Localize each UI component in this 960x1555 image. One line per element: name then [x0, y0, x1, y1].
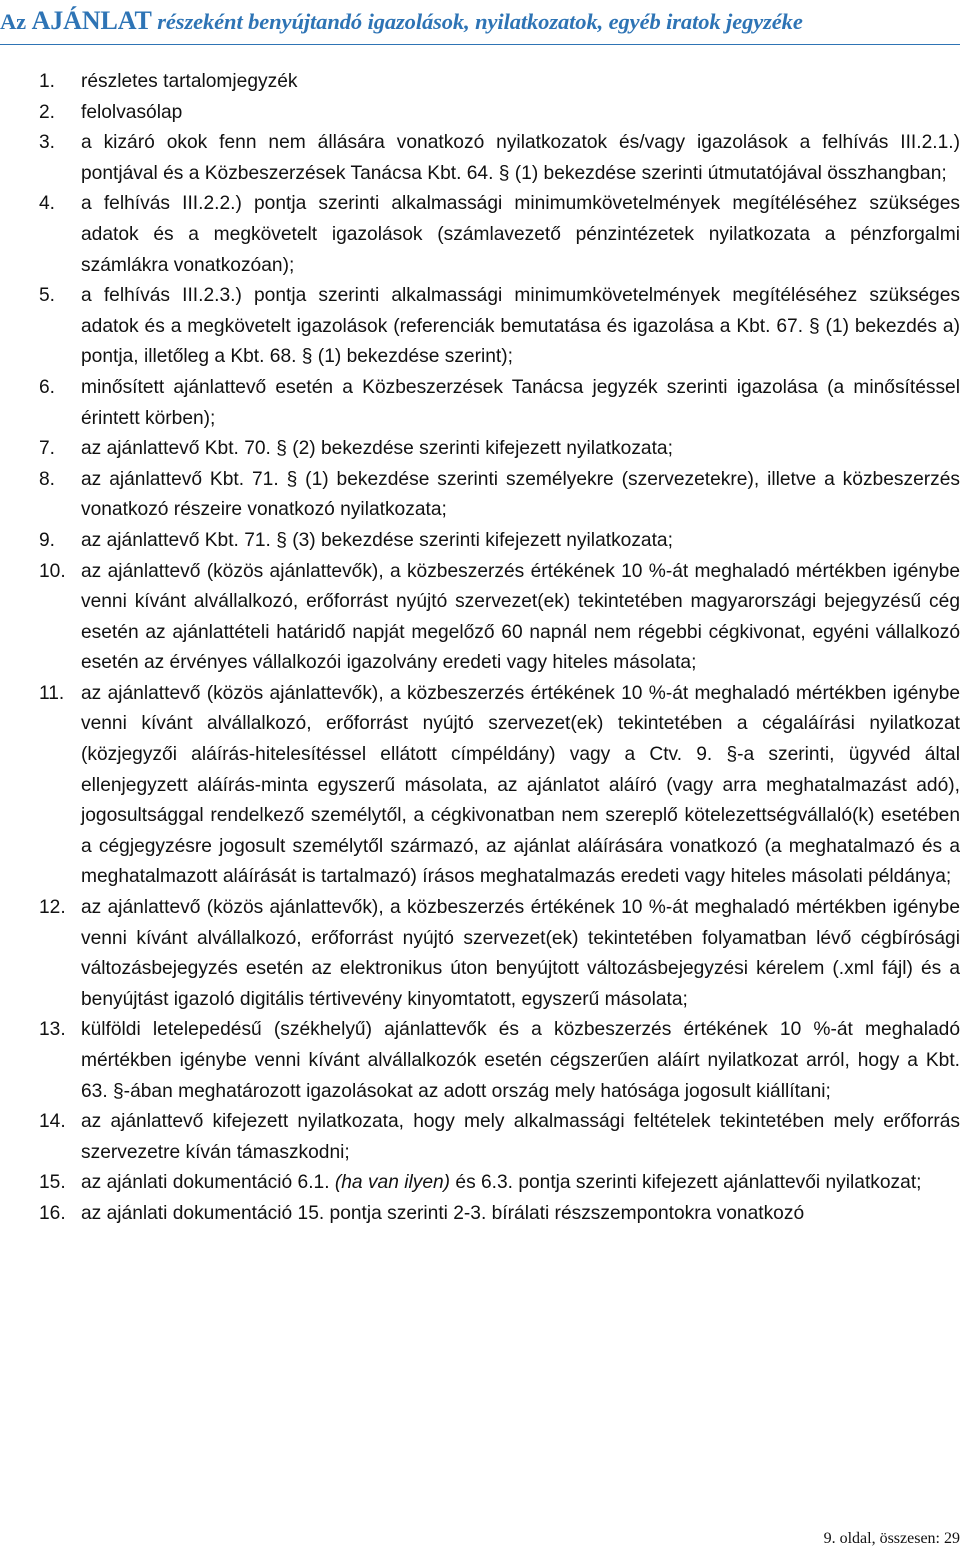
item-number: 16. — [39, 1202, 66, 1224]
item-text: a kizáró okok fenn nem állására vonatkozó nyilatkozatok és/vagy igazolások a felhívás III.2.1.) pontjával és a Közbeszerzések Tanácsa Kbt. 64. § (1) bekezdése szerinti útmutatójával összhangban; — [81, 132, 960, 184]
item-number: 7. — [39, 438, 56, 460]
item-text: minősített ajánlattevő esetén a Közbeszerzések Tanácsa jegyzék szerinti igazolása (a minősítéssel érintett körben); — [81, 376, 960, 429]
item-number: 9. — [39, 529, 56, 551]
list-item — [0, 526, 960, 557]
item-number: 8. — [39, 468, 56, 490]
page-title — [0, 6, 960, 36]
item-number: 15. — [39, 1172, 66, 1194]
list-item — [0, 373, 960, 434]
item-text: az ajánlattevő Kbt. 71. § (3) bekezdése szerinti kifejezett nyilatkozata; — [81, 529, 673, 551]
item-number: 3. — [39, 132, 56, 154]
list-item — [0, 1015, 960, 1107]
list-item — [0, 189, 960, 281]
list-item — [0, 67, 960, 98]
item-text — [81, 1168, 960, 1199]
document-list — [0, 67, 960, 1230]
item-text: az ajánlattevő (közös ajánlattevők), a közbeszerzés értékének 10 %-át meghaladó mértékben igénybe venni kívánt alvállalkozó, erőforrást nyújtó szervezet(ek) tekintetében a cégaláírási nyilatkozat (közjegyzői aláírás-hitelesítéssel ellátott címpéldány) vagy a Ctv. 9. §-a szerinti, ügyvéd által ellenjegyzett aláírás-minta egyszerű másolata, az ajánlatot aláíró (vagy arra meghatalmazást adó), jogosultsággal rendelkező személytől, a cégkivonatban nem szereplő kötelezettségvállaló(k) esetében a cégjegyzésre jogosult személytől származó, az ajánlat aláírására vonatkozó (a meghatalmazó és a meghatalmazott aláírását is tartalmazó) írásos meghatalmazás eredeti vagy hiteles másolati példánya; — [81, 682, 960, 888]
item-number: 5. — [39, 285, 56, 307]
list-item — [0, 434, 960, 465]
title-rest: részeként benyújtandó igazolások, nyilatkozatok, egyéb iratok jegyzéke — [151, 9, 803, 34]
item-number: 11. — [39, 682, 65, 704]
item-number: 12. — [39, 897, 66, 919]
list-item — [0, 1199, 960, 1230]
item-number: 14. — [39, 1111, 66, 1133]
item-text: az ajánlati dokumentáció 15. pontja szerinti 2-3. bírálati részszempontokra vonatkozó — [81, 1202, 805, 1224]
item-text: a felhívás III.2.2.) pontja szerinti alkalmassági minimumkövetelmények megítéléséhez szükséges adatok és a megkövetelt igazolások (számlavezető pénzintézetek nyilatkozata a pénzforgalmi számlákra vonatkozóan); — [81, 193, 960, 276]
item-text: az ajánlattevő (közös ajánlattevők), a közbeszerzés értékének 10 %-át meghaladó mértékben igénybe venni kívánt alvállalkozó, erőforrást nyújtó szervezet(ek) tekintetében folyamatban lévő cégbírósági változásbejegyzés esetén az elektronikus úton benyújtott változásbejegyzési kérelem (.xml fájl) és a benyújtást igazoló digitális tértivevény kinyomtatott, egyszerű másolata; — [81, 897, 960, 1010]
title-ajanlat: AJÁNLAT — [31, 6, 152, 35]
list-item — [0, 893, 960, 1015]
list-item — [0, 557, 960, 679]
item-text: az ajánlattevő Kbt. 71. § (1) bekezdése szerinti személyekre (szervezetekre), illetve a közbeszerzés vonatkozó részeire vonatkozó nyilatkozata; — [81, 468, 960, 521]
list-item — [0, 281, 960, 373]
item-text-before: az ajánlati dokumentáció 6.1. — [81, 1172, 335, 1194]
list-item — [0, 128, 960, 189]
item-number: 2. — [39, 101, 56, 123]
page-footer: 9. oldal, összesen: 29 — [823, 1530, 960, 1547]
item-text: a felhívás III.2.3.) pontja szerinti alkalmassági minimumkövetelmények megítéléséhez szükséges adatok és a megkövetelt igazolások (referenciák bemutatása és igazolása a Kbt. 67. § (1) bekezdés a) pontja, illetőleg a Kbt. 68. § (1) bekezdése szerint); — [81, 285, 960, 368]
list-item — [0, 1168, 960, 1199]
list-item — [0, 465, 960, 526]
item-text: az ajánlattevő (közös ajánlattevők), a közbeszerzés értékének 10 %-át meghaladó mértékben igénybe venni kívánt alvállalkozó, erőforrást nyújtó szervezet(ek) tekintetében magyarországi bejegyzésű cég esetén az ajánlattételi határidő napját megelőző 60 napnál nem régebbi cégkivonat, egyéni vállalkozó esetén az érvényes vállalkozói igazolvány eredeti vagy hiteles másolata; — [81, 560, 960, 674]
title-lead: Az — [0, 9, 32, 34]
item-text-italic: (ha van ilyen) — [334, 1172, 451, 1194]
list-item — [0, 1107, 960, 1168]
item-number: 4. — [39, 193, 56, 215]
item-text: az ajánlattevő Kbt. 70. § (2) bekezdése szerinti kifejezett nyilatkozata; — [81, 438, 673, 460]
item-number: 1. — [39, 71, 56, 92]
list-item — [0, 679, 960, 893]
item-text: felolvasólap — [81, 101, 183, 123]
item-text: külföldi letelepedésű (székhelyű) ajánlattevők és a közbeszerzés értékének 10 %-át meghaladó mértékben igénybe venni kívánt alvállalkozók esetén cégszerűen aláírt nyilatkozat arról, hogy a Kbt. 63. §-ában meghatározott igazolásokat az adott ország mely hatósága jogosult kiállítani; — [81, 1019, 960, 1102]
list-item — [0, 98, 960, 129]
title-underline — [0, 44, 960, 45]
item-text: az ajánlattevő kifejezett nyilatkozata, hogy mely alkalmassági feltételek tekintetében mely erőforrás szervezetre kíván támaszkodni; — [81, 1111, 960, 1163]
item-number: 10. — [39, 560, 66, 582]
item-text: részletes tartalomjegyzék — [81, 71, 298, 92]
item-text-after: és 6.3. pontja szerinti kifejezett ajánlattevői nyilatkozat; — [450, 1172, 922, 1194]
item-number: 13. — [39, 1019, 66, 1041]
item-number: 6. — [39, 376, 56, 398]
